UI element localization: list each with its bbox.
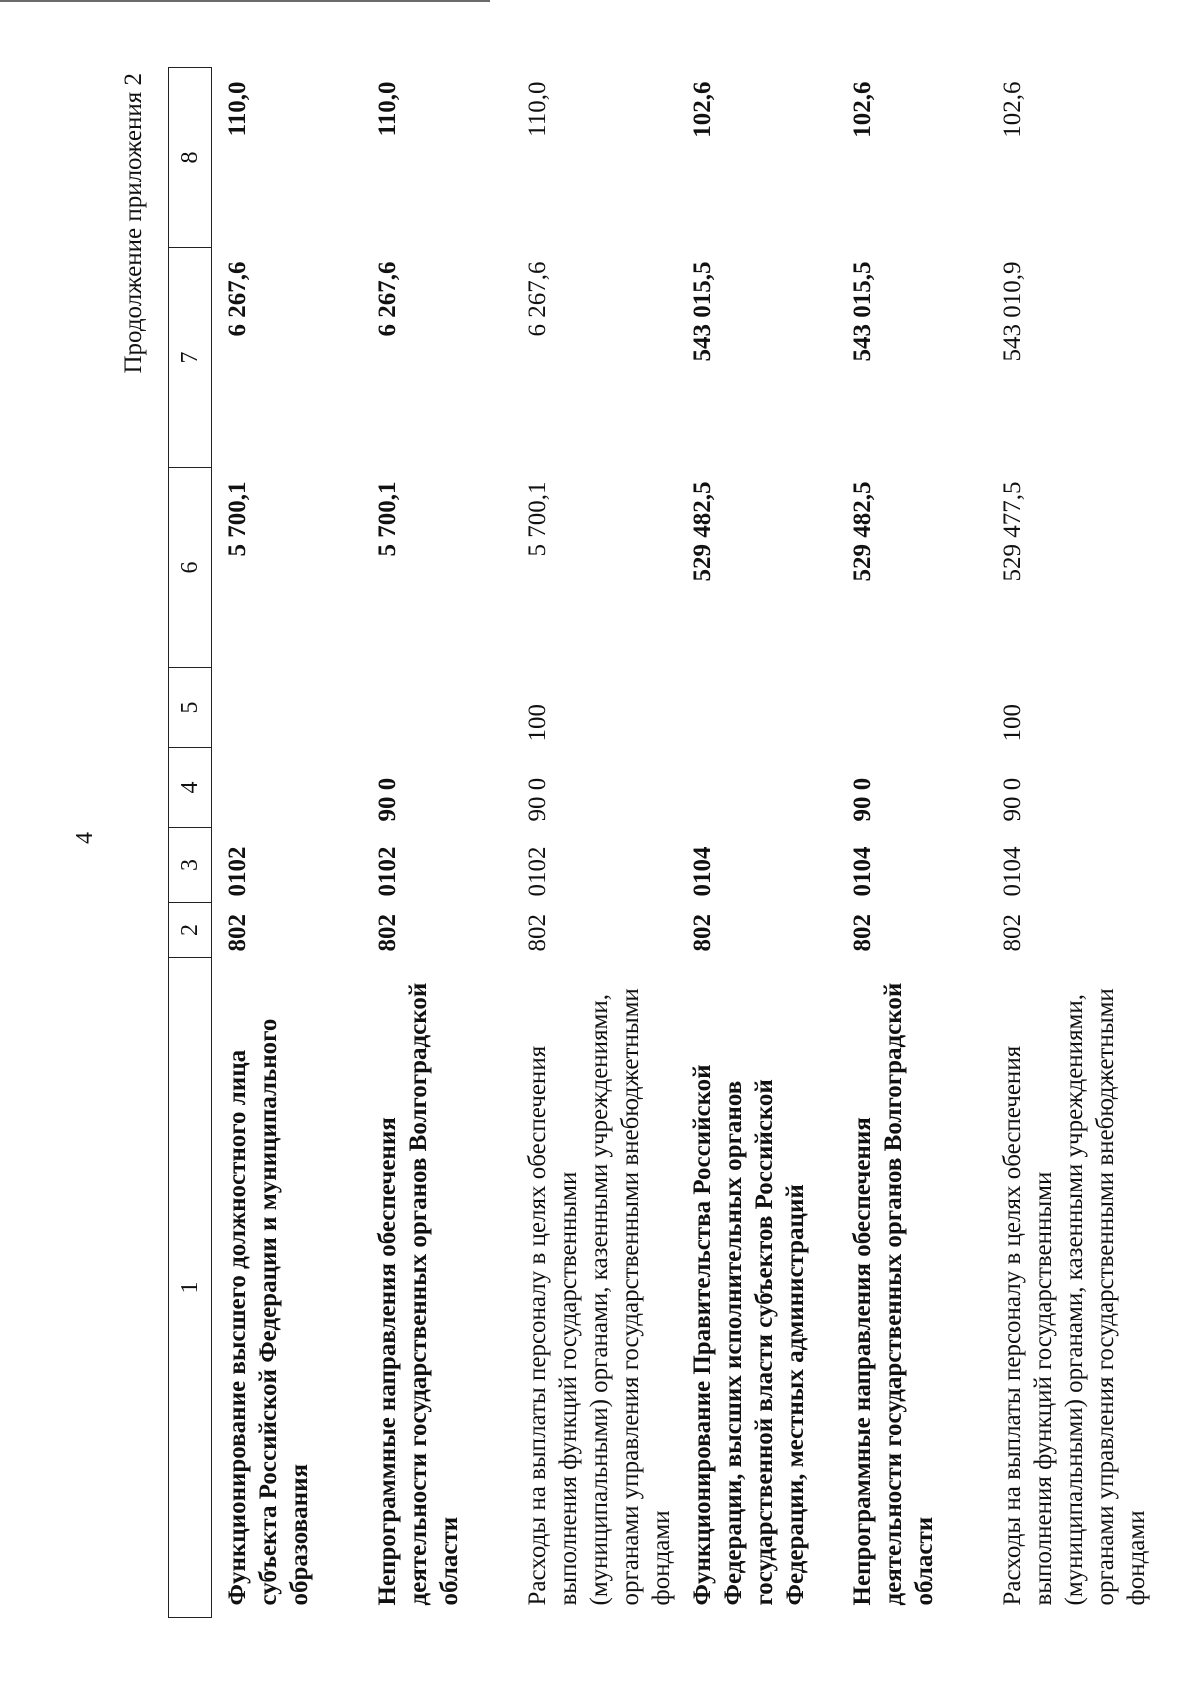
cell-amount-7: 6 267,6 — [524, 261, 551, 337]
cell-section: 0102 — [524, 846, 551, 897]
cell-expense-type: 100 — [999, 704, 1026, 742]
table-row — [212, 68, 363, 1618]
cell-section: 0104 — [999, 846, 1026, 897]
cell-percent: 110,0 — [224, 81, 251, 137]
cell-target-item — [212, 748, 363, 828]
cell-percent: 110,0 — [524, 81, 551, 137]
cell-amount-6: 5 700,1 — [224, 481, 251, 557]
cell-expense-type — [362, 668, 512, 748]
cell-amount-7: 6 267,6 — [374, 261, 401, 337]
cell-amount-6: 529 482,5 — [849, 481, 876, 582]
budget-table — [168, 67, 1152, 1618]
cell-amount-7: 543 010,9 — [999, 261, 1026, 362]
cell-expense-type — [837, 668, 987, 748]
cell-ministry: 802 — [374, 914, 401, 952]
cell-percent: 110,0 — [374, 81, 401, 137]
row-name: Непрограммные направления обеспечения деятельности государственных органов Волгоградской области — [849, 982, 938, 1606]
cell-ministry: 802 — [524, 914, 551, 952]
row-name: Расходы на выплаты персоналу в целях обеспечения выполнения функций государственными (муниципальными) органами, казенными учреждениями, органами управления государственными внебюджетными фондами — [524, 988, 675, 1606]
cell-amount-7: 543 015,5 — [849, 261, 876, 362]
cell-percent: 102,6 — [999, 81, 1026, 138]
header-col-7: 7 — [169, 248, 212, 468]
cell-ministry: 802 — [999, 914, 1026, 952]
header-col-6: 6 — [169, 468, 212, 668]
continuation-note: Продолжение приложения 2 — [120, 73, 147, 374]
row-name: Функционирование Правительства Российской Федерации, высших исполнительных органов государственной власти субъектов Российской Федерации, местных администраций — [689, 1064, 809, 1606]
page-number: 4 — [72, 832, 98, 844]
header-col-8: 8 — [169, 68, 212, 248]
cell-ministry: 802 — [849, 914, 876, 952]
cell-amount-7: 543 015,5 — [689, 261, 716, 362]
cell-percent: 102,6 — [849, 81, 876, 138]
header-col-5: 5 — [169, 668, 212, 748]
cell-section: 0104 — [849, 846, 876, 897]
cell-target-item: 90 0 — [999, 777, 1026, 822]
cell-amount-6: 529 477,5 — [999, 481, 1026, 582]
cell-section: 0104 — [689, 846, 716, 897]
cell-percent: 102,6 — [689, 81, 716, 138]
cell-section: 0102 — [224, 846, 251, 897]
cell-expense-type — [212, 668, 363, 748]
cell-amount-7: 6 267,6 — [224, 261, 251, 337]
table-row — [987, 68, 1152, 1618]
table-row — [837, 68, 987, 1618]
cell-section: 0102 — [374, 846, 401, 897]
header-row — [169, 68, 212, 1618]
header-col-3: 3 — [169, 828, 212, 903]
cell-target-item: 90 0 — [524, 777, 551, 822]
header-col-4: 4 — [169, 748, 212, 828]
cell-amount-6: 529 482,5 — [689, 481, 716, 582]
table-row — [677, 68, 837, 1618]
table-row — [362, 68, 512, 1618]
cell-expense-type: 100 — [524, 704, 551, 742]
cell-target-item: 90 0 — [849, 777, 876, 822]
header-col-1: 1 — [169, 958, 212, 1618]
row-name: Непрограммные направления обеспечения деятельности государственных органов Волгоградской области — [374, 982, 463, 1606]
row-name: Функционирование высшего должностного лица субъекта Российской Федерации и муниципального образования — [224, 1018, 313, 1606]
cell-ministry: 802 — [689, 914, 716, 952]
cell-expense-type — [677, 668, 837, 748]
table-row — [512, 68, 677, 1618]
cell-target-item: 90 0 — [374, 777, 401, 822]
cell-amount-6: 5 700,1 — [374, 481, 401, 557]
cell-amount-6: 5 700,1 — [524, 481, 551, 557]
header-col-2: 2 — [169, 903, 212, 958]
row-name: Расходы на выплаты персоналу в целях обеспечения выполнения функций государственными (муниципальными) органами, казенными учреждениями, органами управления государственными внебюджетными фондами — [999, 988, 1150, 1606]
cell-ministry: 802 — [224, 914, 251, 952]
cell-target-item — [677, 748, 837, 828]
